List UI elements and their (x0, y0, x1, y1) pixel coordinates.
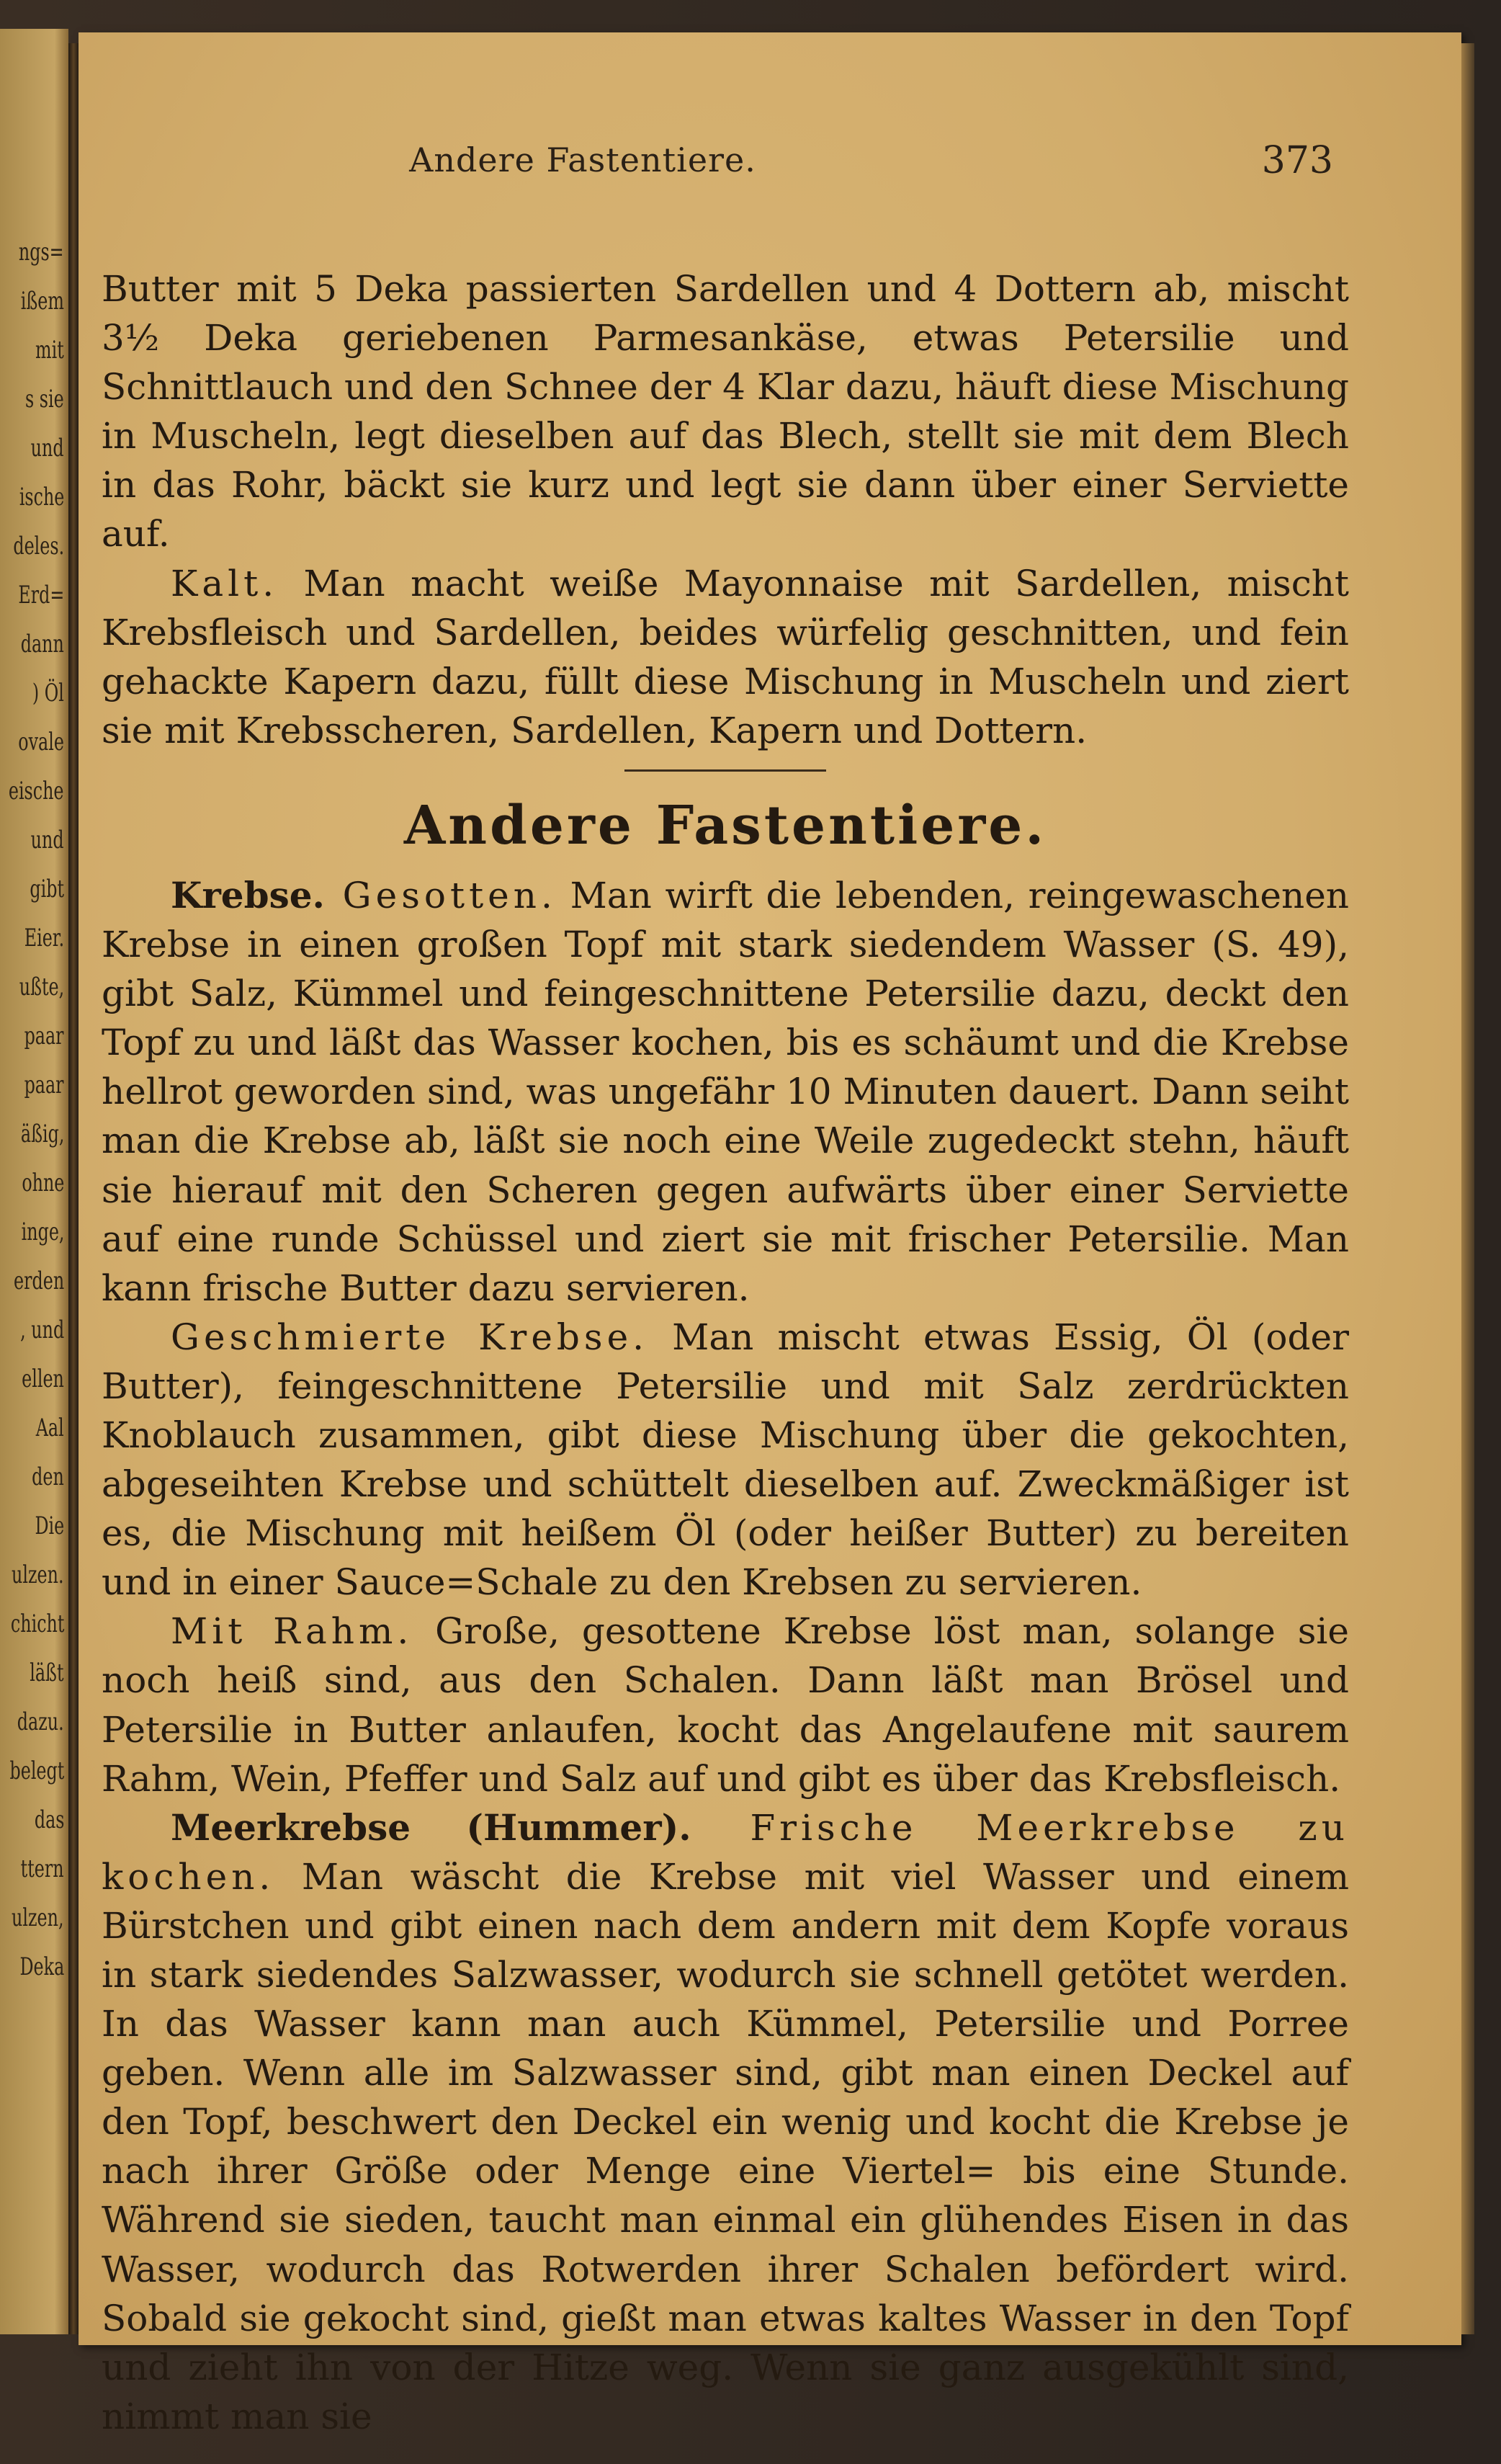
facing-page-fragment: , und (19, 1316, 64, 1344)
facing-page-fragment: äßig, (20, 1120, 64, 1148)
page-text (102, 264, 1349, 2441)
facing-page-fragment: erden (13, 1267, 64, 1295)
facing-page-fragment: das (34, 1805, 64, 1834)
facing-page-fragment: paar (24, 1022, 64, 1050)
facing-page-fragment: belegt (9, 1757, 64, 1785)
recipe-title: Meerkrebse (Hummer). (171, 1805, 691, 1849)
paragraph (102, 264, 1349, 559)
recipe-title: Krebse. (171, 873, 325, 916)
facing-page-fragment: ohne (21, 1169, 64, 1197)
recipe-variant-label: Kalt. (171, 562, 279, 604)
paragraph-text: Butter mit 5 Deka passierten Sardellen und 4 Dottern ab, mischt 3½ Deka geriebenen Parmesankäse, etwas Petersilie und Schnittlauch und den Schnee der 4 Klar dazu, häuft diese Mischung in Muscheln, legt dieselben auf das Blech, stellt sie mit dem Blech in das Rohr, bäckt sie kurz und legt sie dann über einer Serviette auf. (102, 268, 1349, 555)
paragraph-text: Man mischt etwas Essig, Öl (oder Butter), feingeschnittene Petersilie und mit Salz zerdrückten Knoblauch zusammen, gibt diese Mischung über die gekochten, abgeseihten Krebse und schüttelt dieselben auf. Zweckmäßiger ist es, die Mischung mit heißem Öl (oder heißer Butter) zu bereiten und in einer Sauce=Schale zu den Krebsen zu servieren. (102, 1316, 1349, 1604)
section-heading: Andere Fastentiere. (403, 794, 1047, 857)
facing-page-fragment: Deka (19, 1952, 64, 1981)
facing-page-fragment: chicht (10, 1610, 64, 1638)
paragraph (102, 871, 1349, 1313)
book-page (79, 32, 1461, 2437)
facing-page-fragment: und (31, 434, 64, 463)
facing-page-fragment: Erd= (18, 581, 64, 610)
recipe-variant-label: Frische Meerkrebse zu kochen. (102, 1806, 1349, 1898)
facing-page-fragment: dazu. (17, 1708, 64, 1736)
facing-page-fragment: paar (24, 1071, 64, 1099)
facing-page-fragment: den (32, 1463, 64, 1491)
facing-page-fragment: eische (9, 777, 64, 805)
paragraph-text: Man macht weiße Mayonnaise mit Sardellen, mischt Krebsfleisch und Sardellen, beides würfelig geschnitten, und fein gehackte Kapern dazu, füllt diese Mischung in Muscheln und ziert sie mit Krebsscheren, Sardellen, Kapern und Dottern. (102, 562, 1349, 751)
facing-page-fragment: ulzen. (12, 1561, 64, 1589)
facing-page-fragment: ovale (18, 728, 64, 756)
facing-page-fragment: Eier. (24, 924, 64, 952)
section-divider (624, 769, 826, 772)
facing-page-fragment: ngs= (19, 238, 64, 267)
page-edge-shadow (1461, 43, 1474, 2334)
recipe-variant-label: Mit Rahm. (171, 1610, 413, 1653)
facing-page-fragment: läßt (30, 1659, 64, 1687)
facing-page-fragment: dann (20, 630, 64, 659)
paragraph-text: Man wäscht die Krebse mit viel Wasser und einem Bürstchen und gibt einen nach dem andern mit dem Kopfe voraus in stark siedendes Salzwasser, wodurch sie schnell getötet werden. In das Wasser kann man auch Kümmel, Petersilie und Porree geben. Wenn alle im Salzwasser sind, gibt man einen Deckel auf den Topf, beschwert den Deckel ein wenig und kocht die Krebse je nach ihrer Größe oder Menge eine Viertel= bis eine Stunde. Während sie sieden, taucht man einmal ein glühendes Eisen in das Wasser, wodurch das Rotwerden ihrer Schalen befördert wird. Sobald sie gekocht sind, gießt man etwas kaltes Wasser in den Topf und zieht ihn von der Hitze weg. Wenn sie ganz ausgekühlt sind, nimmt man sie (102, 1855, 1349, 2437)
facing-page-fragment: ellen (22, 1365, 64, 1393)
recipe-variant-label: Geschmierte Krebse. (171, 1316, 649, 1358)
running-head: Andere Fastentiere. (409, 140, 756, 179)
recipe-variant-label: Gesotten. (324, 874, 557, 916)
facing-page-fragment: ißem (20, 287, 64, 316)
paragraph-text: Große, gesottene Krebse löst man, solange sie noch heiß sind, aus den Schalen. Dann läßt man Brösel und Petersilie in Butter anlaufen, kocht das Angelaufene mit saurem Rahm, Wein, Pfeffer und Salz auf und gibt es über das Krebsfleisch. (102, 1610, 1349, 1800)
facing-page-edge (0, 29, 68, 2334)
facing-page-fragment: und (31, 826, 64, 854)
book-gutter (68, 43, 79, 2334)
facing-page-fragment: ische (19, 483, 64, 512)
facing-page-fragment: Aal (36, 1414, 64, 1442)
facing-page-fragment: Die (35, 1512, 64, 1540)
paragraph (102, 1607, 1349, 1803)
paragraph (102, 1313, 1349, 1607)
paragraph-text: Man wirft die lebenden, reingewaschenen Krebse in einen großen Topf mit stark siedendem Wasser (S. 49), gibt Salz, Kümmel und feingeschnittene Petersilie dazu, deckt den Topf zu und läßt das Wasser kochen, bis es schäumt und die Krebse hellrot geworden sind, was ungefähr 10 Minuten dauert. Dann seiht man die Krebse ab, läßt sie noch eine Weile zugedeckt stehn, häuft sie hierauf mit den Scheren gegen aufwärts über einer Serviette auf eine runde Schüssel und ziert sie mit frischer Petersilie. Man kann frische Butter dazu servieren. (102, 874, 1350, 1309)
paragraph (102, 1803, 1349, 2441)
facing-page-fragment: ) Öl (32, 679, 64, 707)
paragraph (102, 559, 1349, 755)
facing-page-fragment: ttern (21, 1854, 64, 1883)
facing-page-fragment: inge, (21, 1218, 64, 1246)
facing-page-fragment: deles. (13, 532, 64, 561)
facing-page-fragment: ußte, (19, 973, 64, 1001)
facing-page-fragment: s sie (25, 385, 64, 414)
facing-page-fragment: gibt (30, 875, 64, 903)
facing-page-fragment: mit (35, 336, 64, 365)
facing-page-fragment: ulzen, (12, 1903, 64, 1932)
page-number: 373 (1261, 139, 1333, 182)
